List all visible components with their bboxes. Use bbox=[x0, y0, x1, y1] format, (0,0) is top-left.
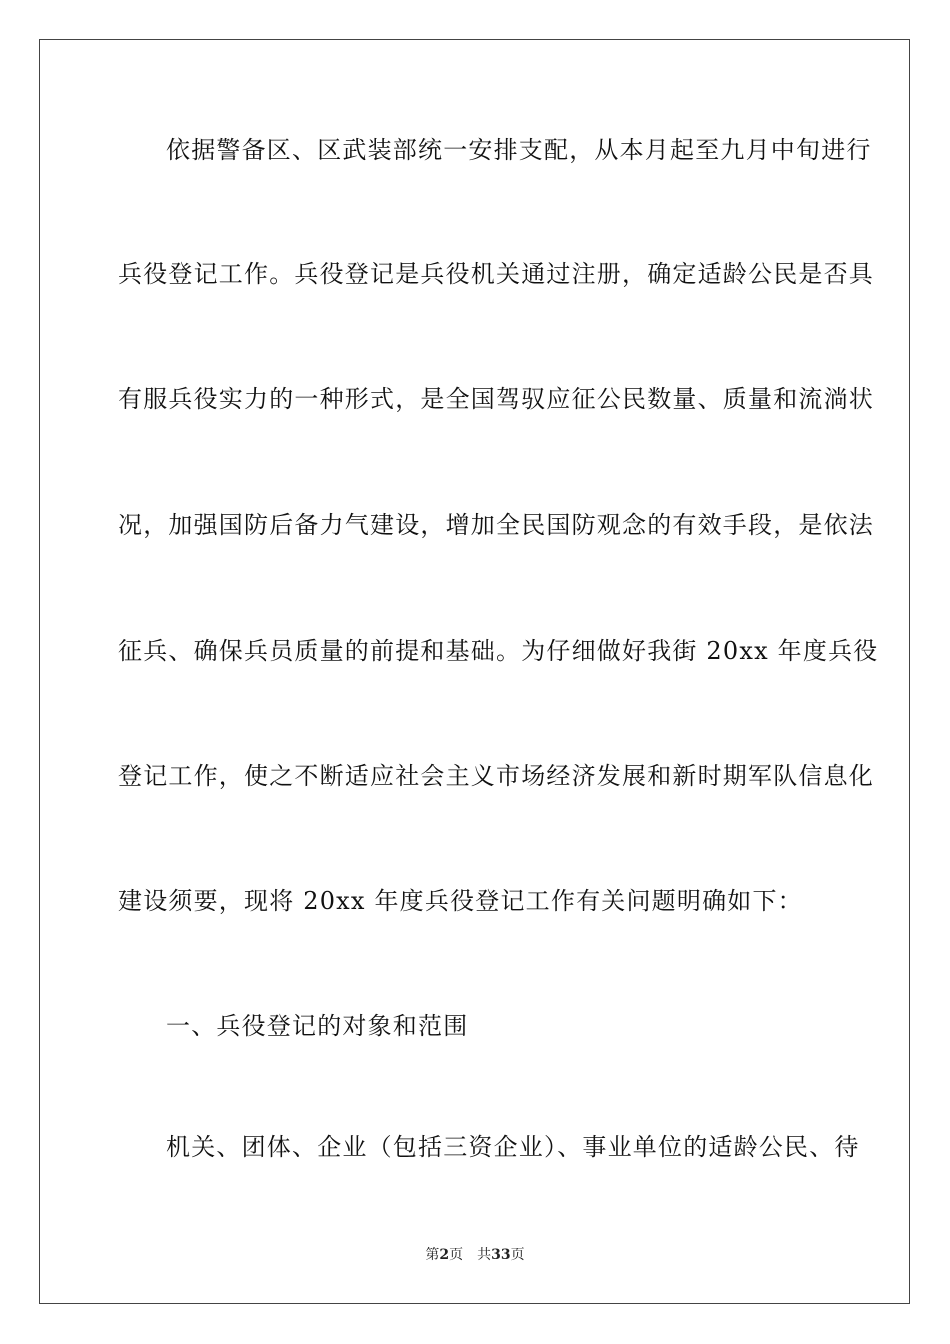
page-prefix: 第 bbox=[425, 1247, 440, 1263]
body-line-6: 登记工作，使之不断适应社会主义市场经济发展和新时期军队信息化 bbox=[118, 762, 874, 790]
total-pages: 33 bbox=[491, 1247, 511, 1263]
page-footer bbox=[0, 1246, 950, 1264]
section-heading: 一、兵役登记的对象和范围 bbox=[166, 1012, 469, 1040]
body-line-4: 况，加强国防后备力气建设，增加全民国防观念的有效手段，是依法 bbox=[118, 511, 874, 539]
body-line-1: 依据警备区、区武装部统一安排支配，从本月起至九月中旬进行 bbox=[166, 136, 872, 164]
total-suffix: 页 bbox=[510, 1247, 525, 1263]
body-line-2: 兵役登记工作。兵役登记是兵役机关通过注册，确定适龄公民是否具 bbox=[118, 260, 874, 288]
body-line-5: 征兵、确保兵员质量的前提和基础。为仔细做好我街 20xx 年度兵役 bbox=[118, 637, 879, 665]
body-line-9: 机关、团体、企业（包括三资企业）、事业单位的适龄公民、待 bbox=[166, 1133, 860, 1161]
page-suffix: 页 bbox=[449, 1247, 464, 1263]
page-border bbox=[39, 39, 910, 1304]
body-line-3: 有服兵役实力的一种形式，是全国驾驭应征公民数量、质量和流淌状 bbox=[118, 385, 874, 413]
total-prefix: 共 bbox=[477, 1247, 492, 1263]
page-number: 2 bbox=[439, 1247, 450, 1263]
body-line-7: 建设须要，现将 20xx 年度兵役登记工作有关问题明确如下： bbox=[118, 887, 803, 915]
